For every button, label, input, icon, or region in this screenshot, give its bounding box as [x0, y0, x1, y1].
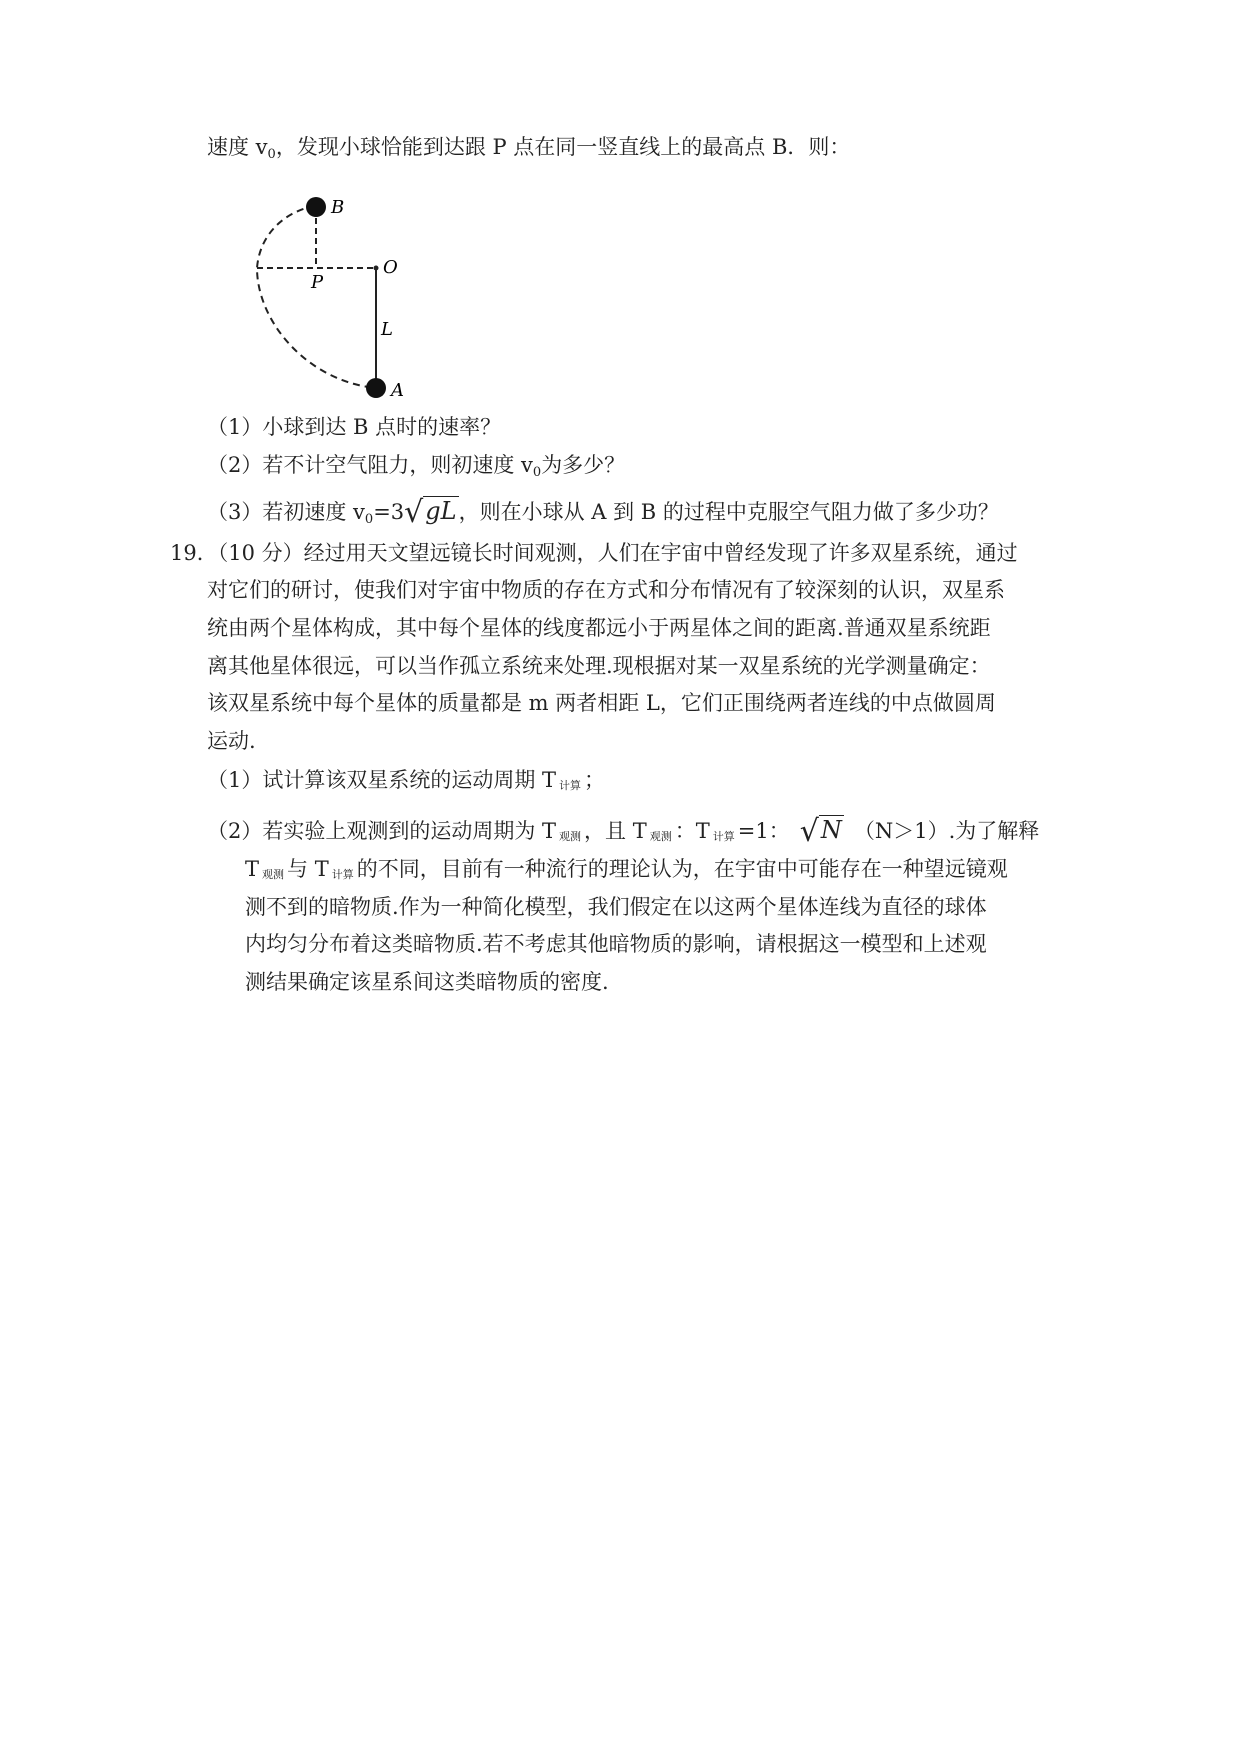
q19-sub2-a: （2）若实验上观测到的运动周期为 T [207, 819, 557, 843]
q18-sub2-post: 为多少？ [541, 453, 626, 477]
label-p: P [311, 272, 324, 293]
label-o: O [383, 257, 398, 278]
label-a: A [391, 380, 404, 401]
q19-sub2-line-c: 测不到的暗物质.作为一种简化模型，我们假定在以这两个星体连线为直径的球体 [245, 895, 987, 919]
ball-a [366, 378, 386, 398]
label-l: L [381, 319, 393, 340]
q19-line6: 运动. [207, 729, 256, 753]
sqrt-gl: √gL [404, 495, 457, 530]
q19-sub2-line-b [245, 855, 1008, 889]
q19-sub2-e: （N＞1）.为了解释 [853, 819, 1040, 843]
q18-sub2 [207, 451, 625, 479]
q19-line2: 对它们的研讨，使我们对宇宙中物质的存在方式和分布情况有了较深刻的认识，双星系 [207, 578, 1005, 602]
q18-sub2-sub: 0 [532, 465, 542, 480]
q19-line-b-small1: 观测 [262, 868, 285, 881]
q19-sub2-small3: 计算 [712, 830, 735, 843]
q19-line-b-c: 的不同，目前有一种流行的理论认为，在宇宙中可能存在一种望远镜观 [356, 857, 1008, 881]
q18-sub1: （1）小球到达 B 点时的速率？ [207, 415, 502, 439]
q19-sub2-small2: 观测 [649, 830, 672, 843]
intro-post: ，发现小球恰能到达跟 P 点在同一竖直线上的最高点 B．则： [275, 135, 851, 159]
sqrt-n: √N [799, 814, 842, 849]
q19-sub2-line-e: 测结果确定该星系间这类暗物质的密度. [245, 970, 609, 994]
intro-sub: 0 [267, 147, 276, 162]
q19-sub2-b: ，且 T [584, 819, 647, 843]
pendulum-figure [245, 190, 445, 405]
pivot-o [374, 266, 379, 271]
q19-sub1-pre: （1）试计算该双星系统的运动周期 T [207, 768, 557, 792]
q18-sub3 [207, 495, 999, 530]
label-b: B [331, 197, 345, 218]
q19-sub1 [207, 766, 605, 800]
q18-sub3-mid: =3 [373, 500, 405, 524]
q19-sub2-d: =1： [737, 819, 790, 843]
q19-sub2-c: ：T [674, 819, 710, 843]
q19-line4: 离其他星体很远，可以当作孤立系统来处理.现根据对某一双星系统的光学测量确定： [207, 654, 991, 678]
q19-line-b-a: T [245, 857, 260, 881]
q18-sub3-pre: （3）若初速度 v [207, 500, 365, 524]
q19-sub2-small1: 观测 [559, 830, 582, 843]
q19-sub2-line-d: 内均匀分布着这类暗物质.若不考虑其他暗物质的影响，请根据这一模型和上述观 [245, 932, 987, 956]
q19-sub2 [207, 816, 1039, 851]
intro-line [207, 133, 850, 161]
q19-sub1-small: 计算 [559, 779, 582, 792]
q19-line-b-b: 与 T [287, 857, 329, 881]
q19-sub1-post: ； [584, 768, 606, 792]
sqrt-gl-radicand: gL [425, 497, 457, 525]
q19-line5: 该双星系统中每个星体的质量都是 m 两者相距 L，它们正围绕两者连线的中点做圆周 [207, 691, 996, 715]
q19-line1: 19．（10 分）经过用天文望远镜长时间观测，人们在宇宙中曾经发现了许多双星系统，通过 [170, 541, 1018, 565]
q18-sub2-pre: （2）若不计空气阻力，则初速度 v [207, 453, 533, 477]
q19-line-b-small2: 计算 [331, 868, 354, 881]
q19-line3: 统由两个星体构成，其中每个星体的线度都远小于两星体之间的距离.普通双星系统距 [207, 616, 991, 640]
q18-sub3-post: ，则在小球从 A 到 B 的过程中克服空气阻力做了多少功？ [458, 500, 999, 524]
intro-pre: 速度 v [207, 135, 268, 159]
sqrt-n-radicand: N [820, 816, 842, 844]
ball-b [306, 197, 326, 217]
q18-sub3-sub: 0 [364, 512, 374, 527]
